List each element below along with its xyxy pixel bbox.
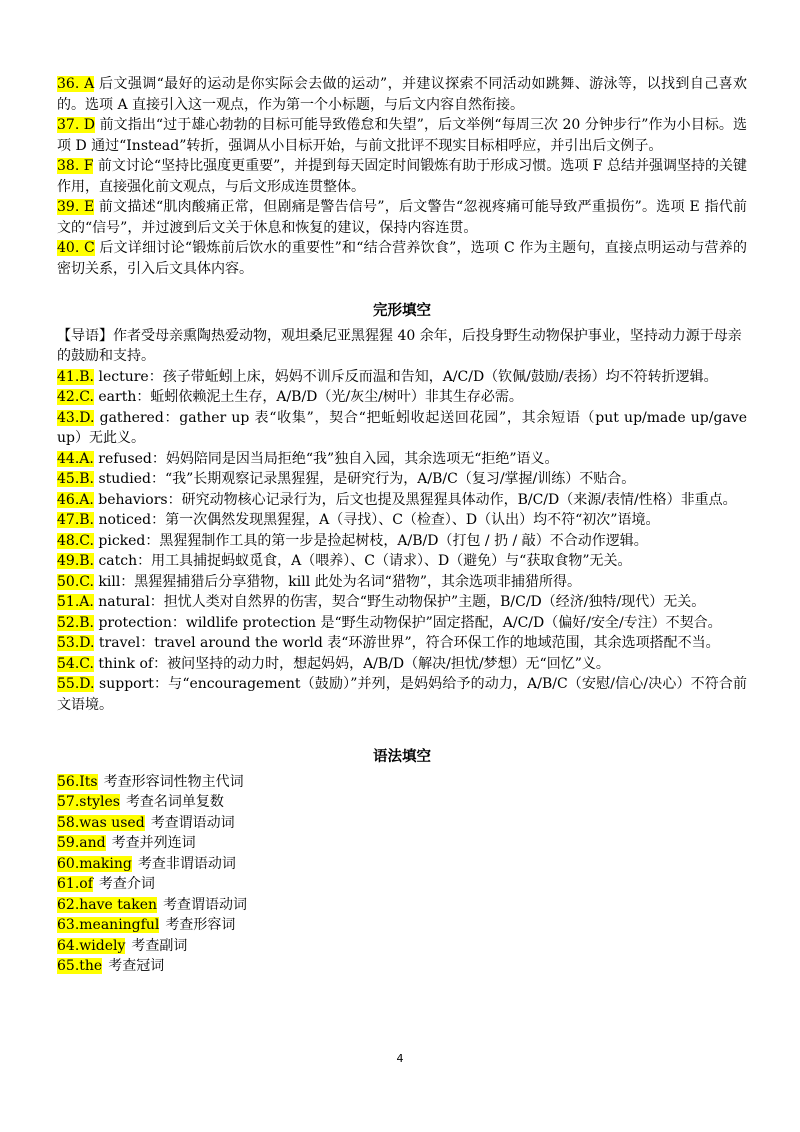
- answer-key: 64.widely: [57, 937, 126, 954]
- answer-explanation: picked：黑猩猩制作工具的第一步是捡起树枝，A/B/D（打包 / 扔 / 敲）不合动作逻辑。: [93, 532, 648, 549]
- answer-item: [57, 115, 747, 156]
- page-number: 4: [396, 1052, 404, 1065]
- answer-item: [57, 572, 747, 593]
- answer-item: [57, 874, 747, 895]
- reading-section: [57, 74, 747, 279]
- answer-key: 54.C.: [57, 655, 94, 672]
- answer-item: [57, 792, 747, 813]
- answer-key: 43.D.: [57, 409, 95, 426]
- answer-key: 53.D.: [57, 635, 95, 651]
- answer-item: [57, 449, 747, 470]
- answer-item: [57, 551, 747, 572]
- answer-item: [57, 197, 747, 238]
- answer-explanation: 考查形容词: [165, 917, 236, 933]
- answer-explanation: 考查介词: [98, 876, 155, 892]
- answer-key: 41.B.: [57, 368, 95, 385]
- answer-key: 36. A: [57, 76, 95, 92]
- answer-key: 57.styles: [57, 794, 120, 810]
- answer-key: 63.meaningful: [57, 917, 160, 933]
- answer-key: 49.B.: [57, 553, 95, 569]
- answer-key: 44.A.: [57, 450, 94, 467]
- answer-explanation: 考查非谓语动词: [137, 855, 236, 872]
- answer-explanation: refused：妈妈陪同是因当局拒绝“我”独自入园，其余选项无“拒绝”语义。: [93, 450, 559, 467]
- answer-item: [57, 854, 747, 875]
- answer-item: [57, 654, 747, 675]
- answer-key: 37. D: [57, 117, 96, 133]
- answer-key: 40. C: [57, 240, 95, 256]
- answer-item: [57, 813, 747, 834]
- answer-explanation: natural：担忧人类对自然界的伤害，契合“野生动物保护”主题，B/C/D（经济/独特/现代）无关。: [93, 594, 706, 610]
- answer-item: [57, 895, 747, 916]
- answer-item: [57, 772, 747, 793]
- cloze-section: [57, 367, 747, 716]
- answer-explanation: 后文详细讨论“锻炼前后饮水的重要性”和“结合营养饮食”，选项 C 作为主题句，直接点明运动与营养的密切关系，引入后文具体内容。: [57, 240, 747, 277]
- answer-item: [57, 510, 747, 531]
- answer-explanation: gathered：gather up 表“收集”，契合“把蚯蚓收起送回花园”，其余短语（put up/made up/gave up）无此义。: [57, 409, 747, 446]
- answer-key: 55.D.: [57, 676, 95, 692]
- answer-explanation: behaviors：研究动物核心记录行为，后文也提及黑猩猩具体动作，B/C/D（来源/表情/性格）非重点。: [93, 491, 737, 508]
- answer-key: 39. E: [57, 199, 95, 215]
- answer-item: [57, 408, 747, 449]
- answer-explanation: 前文描述“肌肉酸痛正常，但剧痛是警告信号”，后文警告“忽视疼痛可能导致严重损伤”。选项 E 指代前文的“信号”，并过渡到后文关于休息和恢复的建议，保持内容连贯。: [57, 199, 747, 236]
- answer-key: 46.A.: [57, 491, 94, 508]
- grammar-title: 语法填空: [373, 748, 431, 765]
- answer-key: 52.B.: [57, 614, 95, 631]
- answer-explanation: 考查并列连词: [111, 835, 196, 851]
- answer-key: 51.A.: [57, 594, 94, 610]
- answer-explanation: 考查副词: [131, 937, 188, 954]
- answer-explanation: 考查形容词性物主代词: [103, 773, 244, 790]
- answer-explanation: protection：wildlife protection 是“野生动物保护”固定搭配，A/C/D（偏好/安全/专注）不契合。: [94, 614, 722, 631]
- answer-item: [57, 74, 747, 115]
- answer-item: [57, 490, 747, 511]
- answer-key: 65.the: [57, 958, 103, 974]
- answer-item: [57, 531, 747, 552]
- answer-key: 58.was used: [57, 814, 145, 831]
- answer-item: [57, 367, 747, 388]
- answer-key: 60.making: [57, 855, 132, 872]
- answer-item: [57, 156, 747, 197]
- answer-item: [57, 592, 747, 613]
- answer-key: 62.have taken: [57, 896, 158, 913]
- answer-item: [57, 633, 747, 654]
- answer-explanation: 考查谓语动词: [150, 814, 235, 831]
- document-page: [57, 74, 747, 977]
- answer-explanation: earth：蚯蚓依赖泥土生存，A/B/D（光/灰尘/树叶）非其生存必需。: [93, 389, 523, 405]
- cloze-title: 完形填空: [373, 302, 431, 319]
- answer-explanation: kill：黑猩猩捕猎后分享猎物，kill 此处为名词“猎物”，其余选项非捕猎所得。: [93, 573, 581, 590]
- answer-key: 48.C.: [57, 532, 94, 549]
- answer-explanation: travel：travel around the world 表“环游世界”，符合环保工作的地域范围，其余选项搭配不当。: [94, 635, 720, 651]
- cloze-intro: 【导语】作者受母亲熏陶热爱动物，观坦桑尼亚黑猩猩 40 余年，后投身野生动物保护事业，坚持动力源于母亲的鼓励和支持。: [57, 327, 742, 364]
- answer-explanation: 后文强调“最好的运动是你实际会去做的运动”，并建议探索不同活动如跳舞、游泳等，以找到自己喜欢的。选项 A 直接引入这一观点，作为第一个小标题，与后文内容自然衔接。: [57, 76, 747, 113]
- answer-explanation: think of：被问坚持的动力时，想起妈妈，A/B/D（解决/担忧/梦想）无“回忆”义。: [93, 655, 610, 672]
- answer-explanation: lecture：孩子带蚯蚓上床，妈妈不训斥反而温和告知，A/C/D（钦佩/鼓励/表扬）均不符转折逻辑。: [94, 368, 718, 385]
- answer-key: 61.of: [57, 876, 93, 892]
- answer-item: [57, 936, 747, 957]
- answer-item: [57, 469, 747, 490]
- answer-explanation: 考查冠词: [108, 958, 165, 974]
- answer-explanation: 考查名词单复数: [125, 794, 224, 810]
- answer-item: [57, 956, 747, 977]
- answer-explanation: 前文指出“过于雄心勃勃的目标可能导致倦怠和失望”，后文举例“每周三次 20 分钟步行”作为小目标。选项 D 通过“Instead”转折，强调从小目标开始，与前文批评不现实目标相呼应，并引出后文例子。: [57, 117, 747, 154]
- answer-item: [57, 674, 747, 715]
- grammar-section: [57, 772, 747, 977]
- answer-item: [57, 613, 747, 634]
- answer-key: 47.B.: [57, 512, 95, 528]
- answer-explanation: 考查谓语动词: [163, 896, 248, 913]
- answer-key: 38. F: [57, 158, 94, 174]
- answer-key: 50.C.: [57, 573, 94, 590]
- answer-key: 56.Its: [57, 773, 98, 790]
- answer-item: [57, 387, 747, 408]
- answer-item: [57, 833, 747, 854]
- answer-explanation: catch：用工具捕捉蚂蚁觅食，A（喂养）、C（请求）、D（避免）与“获取食物”无关。: [94, 553, 632, 569]
- answer-key: 59.and: [57, 835, 106, 851]
- answer-explanation: 前文讨论“坚持比强度更重要”，并提到每天固定时间锻炼有助于形成习惯。选项 F 总结并强调坚持的关键作用，直接强化前文观点，与后文形成连贯整体。: [57, 158, 747, 195]
- answer-key: 45.B.: [57, 471, 95, 487]
- answer-item: [57, 915, 747, 936]
- answer-key: 42.C.: [57, 389, 94, 405]
- answer-explanation: noticed：第一次偶然发现黑猩猩，A（寻找）、C（检查）、D（认出）均不符“初次”语境。: [94, 512, 660, 528]
- answer-item: [57, 238, 747, 279]
- answer-explanation: studied：“我”长期观察记录黑猩猩，是研究行为，A/B/C（复习/掌握/训练）不贴合。: [94, 471, 636, 487]
- answer-explanation: support：与“encouragement（鼓励）”并列，是妈妈给予的动力，A/B/C（安慰/信心/决心）不符合前文语境。: [57, 676, 747, 713]
